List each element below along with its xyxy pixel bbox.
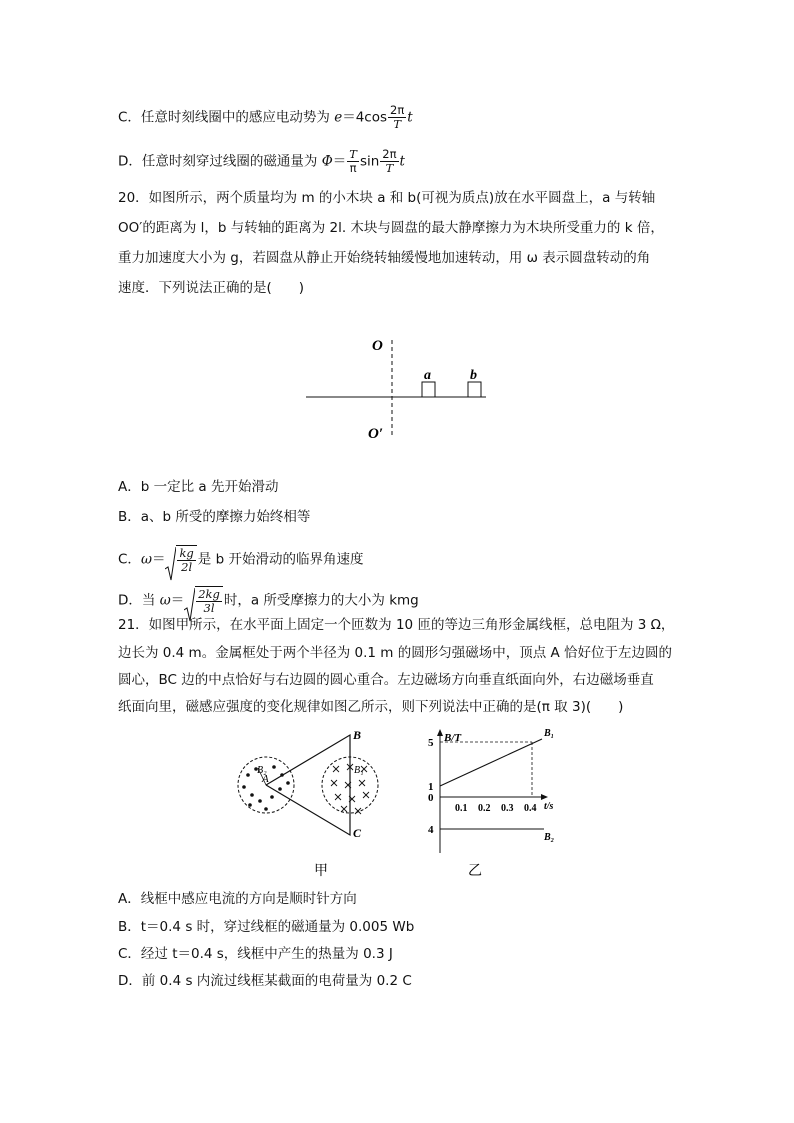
equation-text: ＝ — [151, 551, 166, 568]
q20-stem-line: 速度．下列说法正确的是( ) — [118, 280, 305, 296]
option-text: C． — [118, 551, 141, 568]
q20-option-a: A．b 一定比 a 先开始滑动 — [118, 479, 279, 495]
block-b — [468, 382, 481, 397]
q21-stem-line: 圆心，BC 边的中点恰好与右边圆的圆心重合。左边磁场方向垂直纸面向外，右边磁场垂直 — [118, 672, 654, 688]
option-text: D．当 — [118, 592, 160, 609]
q19-option-d — [118, 148, 405, 175]
q20-stem-line: 20．如图所示，两个质量均为 m 的小木块 a 和 b(可视为质点)放在水平圆盘上，a 与转轴 — [118, 190, 656, 206]
y-tick-label: 1 — [428, 781, 434, 793]
x-tick-label: 0.4 — [524, 803, 537, 814]
label-b2: B₂ — [257, 765, 267, 776]
q21-stem-line: 边长为 0.4 m。金属框处于两个半径为 0.1 m 的圆形匀强磁场中，顶点 A 恰好位于左边圆的 — [118, 645, 673, 661]
q20-stem-line: 重力加速度大小为 g，若圆盘从静止开始绕转轴缓慢地加速转动，用 ω 表示圆盘转动的角 — [118, 250, 651, 266]
q21-figure-yi — [410, 725, 570, 885]
fraction — [388, 104, 406, 131]
equation-text: ＝ — [332, 153, 347, 170]
q21-option-d: D．前 0.4 s 内流过线框某截面的电荷量为 0.2 C — [118, 973, 412, 989]
field-cross — [355, 808, 361, 814]
field-cross — [359, 780, 365, 786]
q19-option-c — [118, 104, 413, 131]
x-tick-label: 0.1 — [455, 803, 468, 814]
label-o-prime: O′ — [368, 426, 384, 440]
numerator: kg — [179, 546, 194, 560]
field-dot — [286, 781, 290, 785]
q21-stem-line: 21．如图甲所示，在水平面上固定一个匝数为 10 匝的等边三角形金属线框，总电阻为 3 Ω， — [118, 617, 675, 633]
y-tick-label: 5 — [428, 737, 434, 749]
origin-label: 0 — [428, 792, 434, 804]
denominator: π — [349, 161, 357, 175]
q20-option-b: B．a、b 所受的摩擦力始终相等 — [118, 509, 311, 525]
q21-option-b: B．t＝0.4 s 时，穿过线框的磁通量为 0.005 Wb — [118, 919, 415, 935]
triangle-frame — [266, 735, 350, 835]
series-b2-label: B₂ — [544, 832, 555, 843]
series-b1-line — [440, 739, 542, 786]
q20-figure — [300, 330, 500, 440]
denominator: T — [385, 161, 394, 175]
x-axis-label: t/s — [544, 801, 554, 812]
q21-figure-jia — [230, 725, 390, 885]
numerator: 2kg — [198, 587, 220, 601]
denominator: 2l — [181, 560, 193, 574]
field-dot — [246, 773, 250, 777]
label-a: a — [424, 368, 431, 383]
field-dot — [270, 795, 274, 799]
y-tick-label: 4 — [428, 824, 434, 836]
numerator: T — [349, 147, 357, 161]
x-tick-label: 0.2 — [478, 803, 491, 814]
x-tick-label: 0.3 — [501, 803, 514, 814]
label-c-vertex: C — [353, 826, 362, 840]
q20-option-d — [118, 586, 419, 615]
label-o: O — [372, 338, 383, 354]
denominator: 3l — [203, 601, 215, 615]
label-b-vertex: B — [353, 728, 362, 742]
fraction — [380, 148, 398, 175]
field-dot — [272, 765, 276, 769]
field-cross — [331, 780, 337, 786]
option-text: 是 b 开始滑动的临界角速度 — [197, 551, 364, 568]
field-cross — [335, 794, 341, 800]
fraction — [347, 148, 359, 175]
field-dot — [248, 803, 252, 807]
variable: t — [399, 153, 405, 170]
q21-stem-line: 纸面向里，磁感应强度的变化规律如图乙所示，则下列说法中正确的是(π 取 3)( ) — [118, 699, 624, 715]
denominator: T — [393, 117, 401, 131]
numerator: 2π — [382, 147, 397, 161]
field-dot — [264, 807, 268, 811]
field-dot — [242, 785, 246, 789]
field-cross — [333, 766, 339, 772]
equation-text: ＝4cos — [342, 109, 388, 126]
q20-stem-line: OO′的距离为 l，b 与转轴的距离为 2l. 木块与圆盘的最大静摩擦力为木块所受重力的 k 倍， — [118, 220, 664, 236]
block-a — [422, 382, 435, 397]
caption-yi: 乙 — [468, 864, 482, 879]
equation-text: sin — [359, 153, 380, 170]
field-cross — [363, 792, 369, 798]
y-axis-arrow-icon — [437, 729, 443, 736]
y-axis-label: B/T — [444, 732, 462, 744]
chart-marks — [428, 728, 554, 843]
field-dot — [250, 793, 254, 797]
q20-option-c — [118, 545, 363, 574]
square-root — [184, 586, 223, 615]
fraction — [177, 547, 195, 574]
label-a-vertex: A — [262, 773, 269, 785]
option-text: D．任意时刻穿过线圈的磁通量为 — [118, 153, 322, 170]
field-dot — [278, 787, 282, 791]
numerator: 2π — [390, 103, 405, 117]
variable: ω — [140, 551, 152, 568]
variable: ω — [159, 592, 171, 609]
series-b1-label: B₁ — [544, 728, 555, 739]
q21-option-a: A．线框中感应电流的方向是顺时针方向 — [118, 891, 357, 907]
label-b1: B₁ — [354, 765, 364, 776]
variable: e — [334, 109, 343, 126]
field-cross — [341, 806, 347, 812]
variable: t — [407, 109, 413, 126]
equation-text: ＝ — [170, 592, 185, 609]
square-root — [165, 545, 196, 574]
x-axis-arrow-icon — [541, 794, 548, 800]
field-dot — [258, 799, 262, 803]
q21-option-c: C．经过 t＝0.4 s，线框中产生的热量为 0.3 J — [118, 946, 393, 962]
label-b: b — [470, 368, 477, 383]
option-text: 时，a 所受摩擦力的大小为 kmg — [223, 592, 419, 609]
option-text: C．任意时刻线圈中的感应电动势为 — [118, 109, 335, 126]
radical-sign-icon — [165, 547, 176, 581]
fraction — [196, 588, 222, 615]
variable: Φ — [321, 153, 333, 170]
caption-jia: 甲 — [314, 864, 328, 879]
